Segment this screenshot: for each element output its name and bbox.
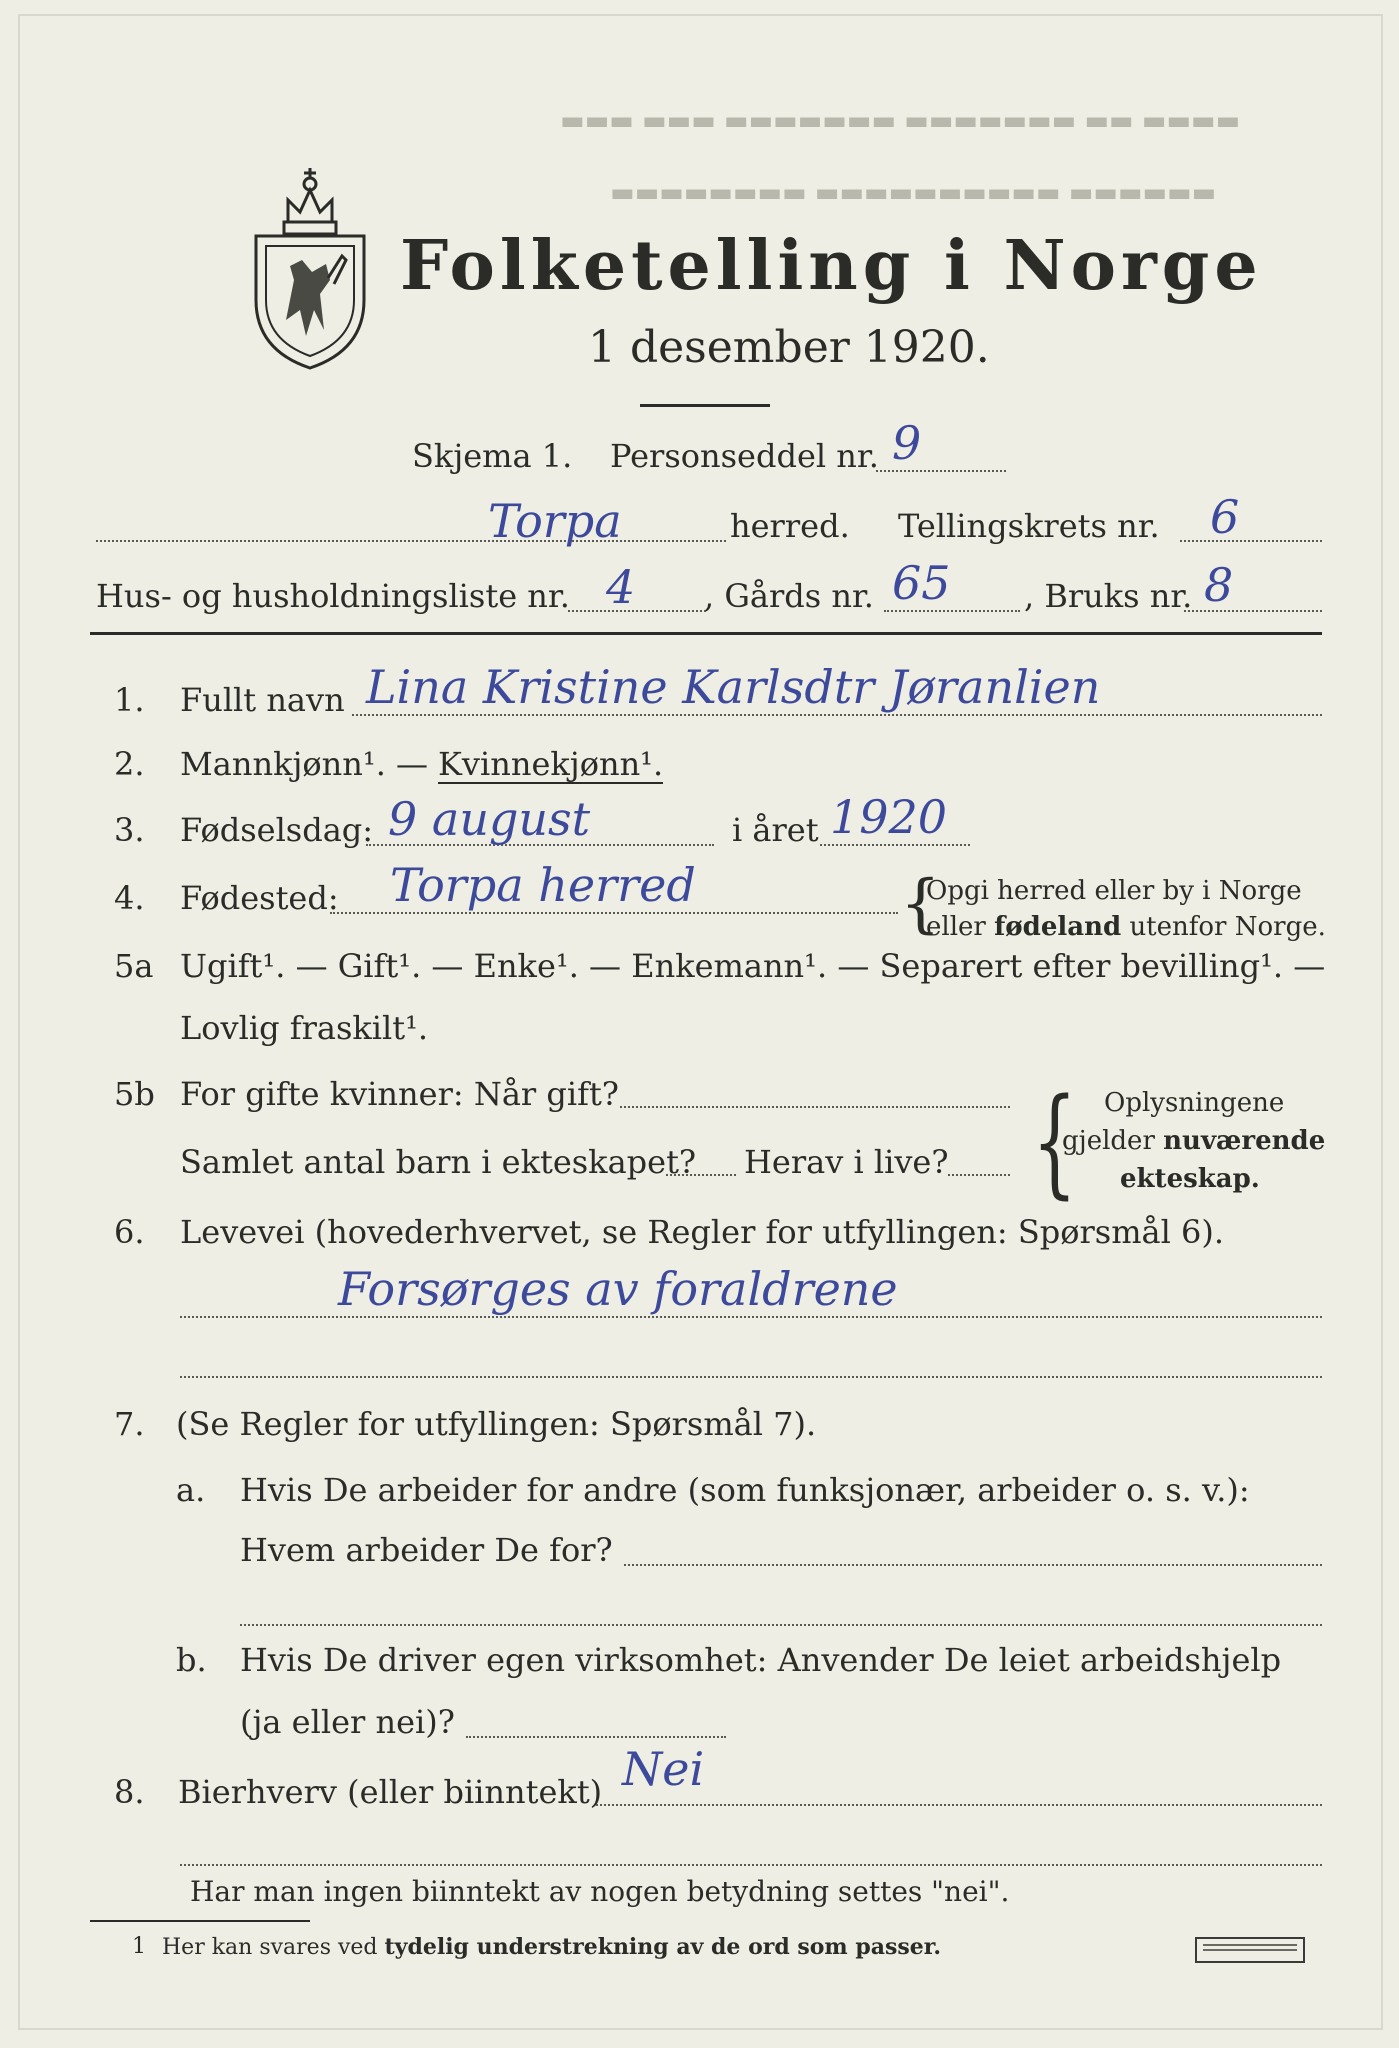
herred-value: Torpa: [488, 494, 622, 548]
employer-label: Hvem arbeider De for?: [240, 1531, 613, 1569]
footnote-rule: [90, 1920, 310, 1922]
gards-field[interactable]: [884, 610, 1020, 612]
children-alive-label: Herav i live?: [744, 1143, 949, 1181]
self-employed-question: Hvis De driver egen virksomhet: Anvender De leiet arbeidshjelp: [240, 1641, 1282, 1679]
footnote-marker: 1: [132, 1934, 146, 1959]
hired-help-field[interactable]: [466, 1736, 726, 1738]
bruks-value: 8: [1204, 558, 1234, 612]
marriage-note-line1: Oplysningene: [1104, 1088, 1285, 1118]
side-income-value: Nei: [622, 1742, 705, 1796]
gards-value: 65: [892, 556, 951, 610]
side-income-field-line2[interactable]: [180, 1864, 1322, 1866]
tellingskrets-label: Tellingskrets nr.: [898, 507, 1160, 545]
personseddel-value: 9: [892, 416, 922, 470]
occupation-label: Levevei (hovederhvervet, se Regler for utfyllingen: Spørsmål 6).: [180, 1213, 1225, 1251]
occupation-value: Forsørges av foraldrene: [338, 1262, 898, 1316]
norwegian-coat-of-arms-icon: [250, 160, 370, 372]
full-name-value: Lina Kristine Karlsdtr Jøranlien: [366, 660, 1101, 714]
full-name-label: Fullt navn: [180, 681, 345, 719]
hus-value: 4: [606, 560, 636, 614]
question-number: 5b: [114, 1075, 155, 1113]
bleed-through-text: ▬▬▬▬▬▬▬▬ ▬▬▬▬▬▬▬▬▬▬ ▬▬▬▬▬▬: [610, 178, 1217, 208]
birthdate-label: Fødselsdag:: [180, 811, 374, 849]
birthplace-value: Torpa herred: [390, 858, 696, 912]
male-option[interactable]: Mannkjønn¹. —: [180, 745, 429, 783]
bleed-through-text: ▬▬▬ ▬▬▬ ▬▬▬▬▬▬▬ ▬▬▬▬▬▬▬ ▬▬ ▬▬▬▬: [560, 106, 1241, 136]
side-income-label: Bierhverv (eller biinntekt): [178, 1773, 603, 1811]
marital-status-options[interactable]: Ugift¹. — Gift¹. — Enke¹. — Enkemann¹. — Separert efter bevilling¹. —: [180, 947, 1326, 985]
hus-label: Hus- og husholdningsliste nr.: [96, 577, 570, 615]
birth-year-field[interactable]: [820, 844, 970, 846]
question-number: 3.: [114, 811, 145, 849]
hus-field[interactable]: [568, 610, 706, 612]
birthdate-value: 9 august: [388, 792, 591, 846]
printer-stamp-icon: [1195, 1937, 1305, 1963]
skjema-label: Skjema 1.: [412, 437, 573, 475]
question-number: 4.: [114, 879, 145, 917]
children-alive-field[interactable]: [948, 1174, 1010, 1176]
children-count-label: Samlet antal barn i ekteskapet?: [180, 1143, 697, 1181]
full-name-field[interactable]: [352, 714, 1322, 716]
employer-field-line2[interactable]: [240, 1624, 1322, 1626]
question-number: 1.: [114, 681, 145, 719]
birthplace-note-line1: Opgi herred eller by i Norge: [926, 876, 1302, 906]
birthplace-label: Fødested:: [180, 879, 339, 917]
birthplace-note-line2: eller fødeland utenfor Norge.: [926, 912, 1326, 942]
herred-field[interactable]: [96, 540, 726, 542]
note-brace: {: [900, 867, 941, 941]
question-number: 7.: [114, 1405, 145, 1443]
tellingskrets-field[interactable]: [1180, 540, 1322, 542]
question-letter: a.: [176, 1471, 206, 1509]
occupation-field[interactable]: [180, 1316, 1322, 1318]
birth-year-label: i året: [732, 811, 819, 849]
herred-label: herred.: [730, 507, 850, 545]
birth-year-value: 1920: [830, 790, 948, 844]
question-letter: b.: [176, 1641, 207, 1679]
page-title: Folketelling i Norge: [400, 226, 1263, 306]
gards-label: , Gårds nr.: [704, 577, 874, 615]
footnote-text: Her kan svares ved tydelig understrekning av de ord som passer.: [162, 1934, 942, 1960]
female-option-underlined[interactable]: Kvinnekjønn¹.: [438, 745, 664, 783]
question-number: 8.: [114, 1773, 145, 1811]
side-income-field[interactable]: [596, 1804, 1322, 1806]
page-subtitle: 1 desember 1920.: [588, 322, 990, 373]
birthplace-field[interactable]: [330, 912, 898, 914]
occupation-field-line2[interactable]: [180, 1376, 1322, 1378]
personseddel-field[interactable]: [876, 470, 1006, 472]
employer-question: Hvis De arbeider for andre (som funksjonær, arbeider o. s. v.):: [240, 1471, 1250, 1509]
title-divider: [640, 404, 770, 407]
question-number: 6.: [114, 1213, 145, 1251]
children-count-field[interactable]: [666, 1174, 736, 1176]
marriage-note-line3: ekteskap.: [1120, 1164, 1260, 1194]
tellingskrets-value: 6: [1210, 490, 1240, 544]
employer-field[interactable]: [624, 1564, 1322, 1566]
employment-label: (Se Regler for utfyllingen: Spørsmål 7).: [176, 1405, 817, 1443]
hired-help-label: (ja eller nei)?: [240, 1703, 455, 1741]
question-number: 5a: [114, 947, 154, 985]
marriage-note-line2: gjelder nuværende: [1062, 1126, 1326, 1156]
marital-status-options-cont[interactable]: Lovlig fraskilt¹.: [180, 1009, 429, 1047]
note-brace: {: [1032, 1072, 1078, 1210]
married-when-label: For gifte kvinner: Når gift?: [180, 1075, 619, 1113]
question-number: 2.: [114, 745, 145, 783]
header-divider: [90, 632, 1322, 635]
side-income-note: Har man ingen biinntekt av nogen betydning settes "nei".: [190, 1875, 1010, 1908]
married-when-field[interactable]: [620, 1106, 1010, 1108]
personseddel-label: Personseddel nr.: [610, 437, 879, 475]
bruks-label: , Bruks nr.: [1024, 577, 1193, 615]
